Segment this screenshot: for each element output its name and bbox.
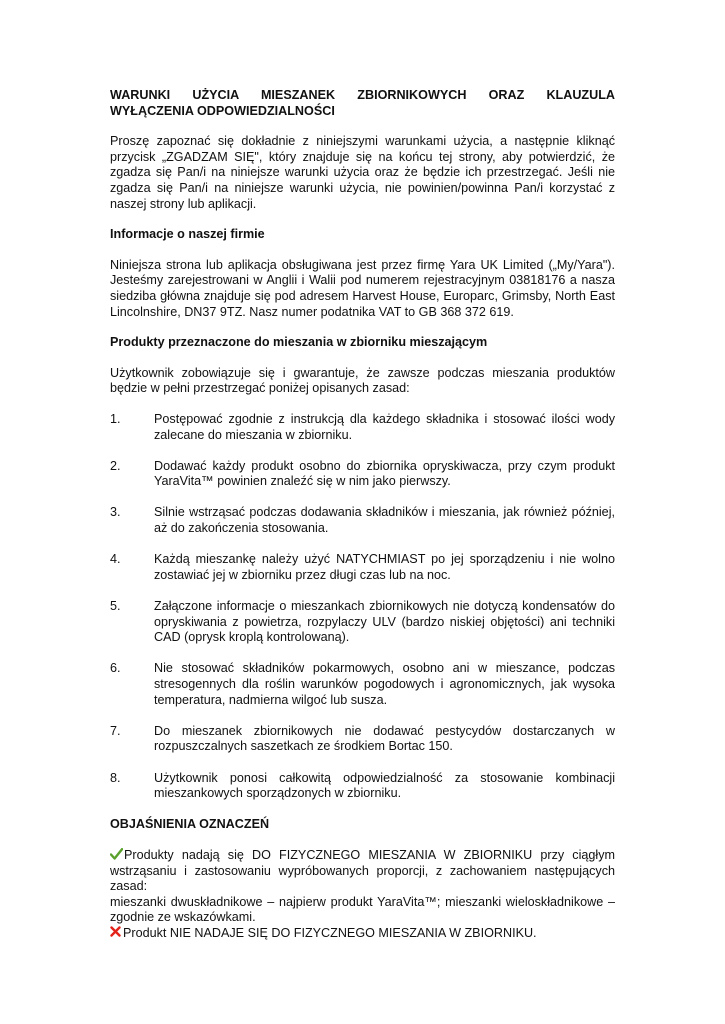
rule-item: 7. Do mieszanek zbiornikowych nie dodawać pestycydów dostarczanych w rozpuszczalnych saszetkach ze środkiem Bortac 150. bbox=[110, 723, 615, 754]
document-title bbox=[110, 88, 615, 119]
company-heading: Informacje o naszej firmie bbox=[110, 227, 265, 242]
legend-ok-text: Produkty nadają się DO FIZYCZNEGO MIESZANIA W ZBIORNIKU przy ciągłym wstrząsaniu i zastosowaniu wypróbowanych proporcji, z zachowaniem następujących zasad: bbox=[110, 847, 615, 894]
document-page bbox=[110, 88, 615, 942]
products-heading: Produkty przeznaczone do mieszania w zbiorniku mieszającym bbox=[110, 335, 488, 350]
rule-item: 8. Użytkownik ponosi całkowitą odpowiedzialność za stosowanie kombinacji mieszankowych sporządzonych w zbiorniku. bbox=[110, 770, 615, 801]
legend-ok bbox=[110, 848, 615, 895]
legend-ok-rule: mieszanki dwuskładnikowe – najpierw produkt YaraVita™; mieszanki wieloskładnikowe – zgodnie ze wskazówkami. bbox=[110, 894, 615, 925]
red-cross-icon bbox=[110, 926, 121, 937]
company-paragraph: Niniejsza strona lub aplikacja obsługiwana jest przez firmę Yara UK Limited („My/Yara"). Jesteśmy zarejestrowani w Anglii i Walii pod numerem rejestracyjnym 03818176 a nasza siedziba główna znajduje się pod adresem Harvest House, Europarc, Grimsby, North East Lincolnshire, DN37 9TZ. Nasz numer podatnika VAT to GB 368 372 619. bbox=[110, 257, 615, 319]
legend-not-text: Produkt NIE NADAJE SIĘ DO FIZYCZNEGO MIESZANIA W ZBIORNIKU. bbox=[123, 925, 537, 940]
green-check-icon bbox=[110, 848, 123, 860]
legend-not bbox=[110, 926, 615, 942]
legend-block bbox=[110, 848, 615, 942]
rule-item: 4. Każdą mieszankę należy użyć NATYCHMIAST po jej sporządzeniu i nie wolno zostawiać jej w zbiorniku przez długi czas lub na noc. bbox=[110, 552, 615, 582]
rule-item: 6. Nie stosować składników pokarmowych, osobno ani w mieszance, podczas stresogennych dla roślin warunków pogodowych i agronomicznych, jak wysoka temperatura, nadmierna wilgoć lub susza. bbox=[110, 661, 615, 707]
legend-heading: OBJAŚNIENIA OZNACZEŃ bbox=[110, 817, 270, 832]
products-intro: Użytkownik zobowiązuje się i gwarantuje, że zawsze podczas mieszania produktów będzie w pełni przestrzegać poniżej opisanych zasad: bbox=[110, 365, 615, 396]
rule-item: 2. Dodawać każdy produkt osobno do zbiornika opryskiwacza, przy czym produkt YaraVita™ powinien znaleźć się w nim jako pierwszy. bbox=[110, 458, 615, 489]
rule-item: 1. Postępować zgodnie z instrukcją dla każdego składnika i stosować ilości wody zalecane do mieszania w zbiorniku. bbox=[110, 411, 615, 442]
rule-item: 3. Silnie wstrząsać podczas dodawania składników i mieszania, jak również później, aż do zakończenia stosowania. bbox=[110, 505, 615, 536]
intro-paragraph: Proszę zapoznać się dokładnie z niniejszymi warunkami użycia, a następnie kliknąć przycisk „ZGADZAM SIĘ", który znajduje się na końcu tej strony, aby potwierdzić, że zgadza się Pan/i na niniejsze warunki użycia oraz że będzie ich przestrzegać. Jeśli nie zgadza się Pan/i na niniejsze warunki użycia, nie powinien/powinna Pan/i korzystać z naszej strony lub aplikacji. bbox=[110, 134, 615, 211]
rule-item: 5. Załączone informacje o mieszankach zbiornikowych nie dotyczą kondensatów do opryskiwania z powietrza, rozpylaczy ULV (bardzo niskiej objętości) ani techniki CAD (oprysk kroplą kontrolowaną). bbox=[110, 599, 615, 645]
title-line-2: WYŁĄCZENIA ODPOWIEDZIALNOŚCI bbox=[110, 103, 335, 118]
rules-list bbox=[110, 412, 615, 802]
title-line-1: WARUNKI UŻYCIA MIESZANEK ZBIORNIKOWYCH ORAZ KLAUZULA bbox=[110, 88, 616, 102]
